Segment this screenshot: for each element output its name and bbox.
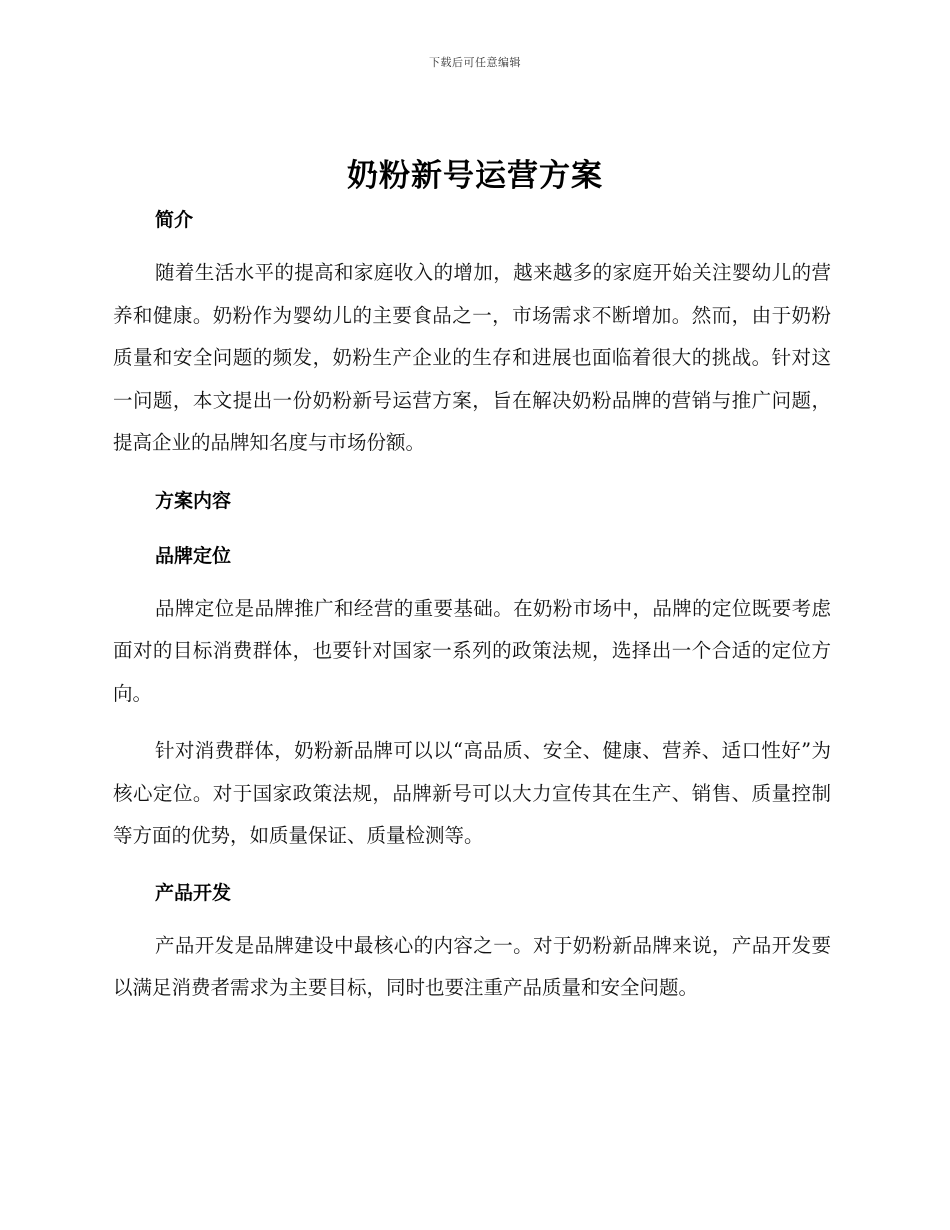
- subsection-heading-product: 产品开发: [155, 881, 232, 904]
- section-heading-intro: 简介: [155, 209, 194, 231]
- intro-paragraph: 随着生活水平的提高和家庭收入的增加，越来越多的家庭开始关注婴幼儿的营养和健康。奶粉作为婴幼儿的主要食品之一，市场需求不断增加。然而，由于奶粉质量和安全问题的频发，奶粉生产企业的生存和进展也面临着很大的挑战。针对这一问题，本文提出一份奶粉新号运营方案，旨在解决奶粉品牌的营销与推广问题，提高企业的品牌知名度与市场份额。: [113, 261, 831, 454]
- positioning-paragraph-2: 针对消费群体，奶粉新品牌可以以“高品质、安全、健康、营养、适口性好”为核心定位。对于国家政策法规，品牌新号可以大力宣传其在生产、销售、质量控制等方面的优势，如质量保证、质量检测等。: [113, 739, 831, 847]
- section-heading-plan: 方案内容: [155, 489, 232, 512]
- product-paragraph: 产品开发是品牌建设中最核心的内容之一。对于奶粉新品牌来说，产品开发要以满足消费者需求为主要目标，同时也要注重产品质量和安全问题。: [113, 933, 831, 999]
- subsection-heading-positioning: 品牌定位: [155, 544, 232, 567]
- document-title: 奶粉新号运营方案: [347, 158, 603, 194]
- header-note: 下载后可任意编辑: [429, 56, 521, 69]
- document-body: [113, 200, 831, 1010]
- positioning-paragraph-1: 品牌定位是品牌推广和经营的重要基础。在奶粉市场中，品牌的定位既要考虑面对的目标消费群体，也要针对国家一系列的政策法规，选择出一个合适的定位方向。: [113, 596, 831, 705]
